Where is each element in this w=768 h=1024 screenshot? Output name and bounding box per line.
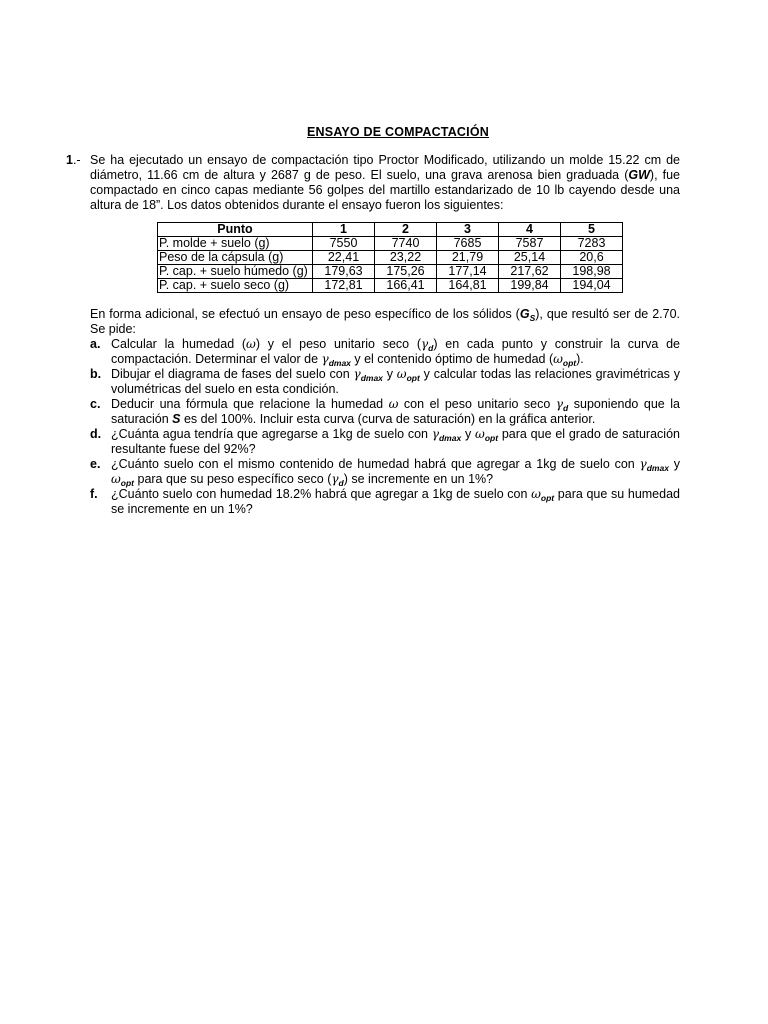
question-text: Calcular la humedad ( xyxy=(111,337,247,351)
gamma-symbol: γ xyxy=(353,367,361,381)
question-text: ). xyxy=(576,352,584,366)
question-text: ) en cada punto y construir la curva de compactación. Determinar el valor de xyxy=(111,337,680,366)
problem-number-suffix: .- xyxy=(72,153,81,167)
subscript-d: d xyxy=(428,343,434,353)
table-cell: 172,81 xyxy=(313,279,375,293)
statement-part-1: Se ha ejecutado un ensayo de compactación tipo Proctor Modificado, utilizando un molde 15.22 cm de diámetro, 11.66 cm de altura y 2687 g de peso. El suelo, una grava arenosa bien graduada ( xyxy=(90,153,680,182)
question-label: c. xyxy=(90,397,101,411)
question-text: para que su humedad se incremente en un 1%? xyxy=(111,487,680,516)
table-cell: 217,62 xyxy=(499,265,561,279)
table-header-cell: 4 xyxy=(499,223,561,237)
subscript-opt: opt xyxy=(120,478,135,488)
question-label: e. xyxy=(90,457,101,471)
table-cell: 21,79 xyxy=(437,251,499,265)
table-cell: 7685 xyxy=(437,237,499,251)
problem-number xyxy=(66,153,81,168)
conjunction: y xyxy=(668,457,680,471)
question-text: ) y el peso unitario seco ( xyxy=(255,337,421,351)
subscript-opt: opt xyxy=(540,493,555,503)
question-b xyxy=(90,367,680,397)
problem-1 xyxy=(66,153,680,213)
subscript-d: d xyxy=(338,478,344,488)
subscript-dmax: dmax xyxy=(438,433,462,443)
table-cell: 20,6 xyxy=(561,251,623,265)
table-header-cell: 2 xyxy=(375,223,437,237)
table-cell: 175,26 xyxy=(375,265,437,279)
specific-gravity-subscript: S xyxy=(529,313,536,323)
omega-symbol: ω xyxy=(111,472,121,486)
question-label: b. xyxy=(90,367,102,381)
table-cell: 177,14 xyxy=(437,265,499,279)
subscript-opt: opt xyxy=(562,358,577,368)
subscript-opt: opt xyxy=(484,433,499,443)
omega-symbol: ω xyxy=(553,352,563,366)
document-title: ENSAYO DE COMPACTACIÓN xyxy=(307,125,489,139)
table-cell: 164,81 xyxy=(437,279,499,293)
omega-symbol: ω xyxy=(388,397,399,411)
question-text: con el peso unitario seco xyxy=(398,397,556,411)
row-label: P. cap. + suelo seco (g) xyxy=(158,279,313,293)
problem-number-digit: 1 xyxy=(66,153,73,167)
gamma-symbol: γ xyxy=(321,352,329,366)
problem-statement xyxy=(90,153,680,213)
question-c xyxy=(90,397,680,427)
question-text: y el contenido óptimo de humedad ( xyxy=(350,352,554,366)
table-cell: 198,98 xyxy=(561,265,623,279)
table-cell: 25,14 xyxy=(499,251,561,265)
question-text: ¿Cuánta agua tendría que agregarse a 1kg de suelo con xyxy=(111,427,432,441)
table-header-cell: 5 xyxy=(561,223,623,237)
conjunction: y xyxy=(382,367,397,381)
row-label: P. cap. + suelo húmedo (g) xyxy=(158,265,313,279)
compaction-data-table xyxy=(157,222,623,293)
additional-text-1: En forma adicional, se efectuó un ensayo de peso específico de los sólidos ( xyxy=(90,307,520,321)
table-header-cell: Punto xyxy=(158,223,313,237)
table-cell: 7550 xyxy=(313,237,375,251)
row-label: Peso de la cápsula (g) xyxy=(158,251,313,265)
additional-text-2: ), que resultó ser de 2.70. Se pide: xyxy=(90,307,680,336)
table-cell: 166,41 xyxy=(375,279,437,293)
table-row xyxy=(158,251,623,265)
statement-part-2: ), fue compactado en cinco capas mediante 56 golpes del martillo estandarizado de 10 lb cayendo desde una altura de 18”. Los datos obtenidos durante el ensayo fueron los siguientes: xyxy=(90,168,680,212)
specific-gravity-symbol: G xyxy=(519,307,530,321)
omega-symbol: ω xyxy=(246,337,256,351)
table-row xyxy=(158,279,623,293)
table-row xyxy=(158,265,623,279)
omega-symbol: ω xyxy=(531,487,541,501)
question-text: para que su peso específico seco ( xyxy=(134,472,332,486)
question-text: y calcular todas las relaciones gravimétricas y volumétricas del suelo en esta condición. xyxy=(111,367,680,396)
question-e xyxy=(90,457,680,487)
question-list xyxy=(90,337,680,517)
gamma-symbol: γ xyxy=(421,337,429,351)
question-text: ) se incremente en un 1%? xyxy=(343,472,494,486)
question-text: ¿Cuánto suelo con el mismo contenido de humedad habrá que agregar a 1kg de suelo con xyxy=(111,457,640,471)
question-a xyxy=(90,337,680,367)
question-text: Deducir una fórmula que relacione la humedad xyxy=(111,397,389,411)
question-f xyxy=(90,487,680,517)
question-label: f. xyxy=(90,487,98,501)
soil-class-gw: GW xyxy=(628,168,650,182)
question-label: d. xyxy=(90,427,102,441)
question-text: Dibujar el diagrama de fases del suelo con xyxy=(111,367,354,381)
conjunction: y xyxy=(461,427,476,441)
table-cell: 7283 xyxy=(561,237,623,251)
table-cell: 7587 xyxy=(499,237,561,251)
table-cell: 23,22 xyxy=(375,251,437,265)
table-header-row xyxy=(158,223,623,237)
question-text: suponiendo que la saturación xyxy=(111,397,680,426)
table-row xyxy=(158,237,623,251)
subscript-dmax: dmax xyxy=(646,463,669,473)
gamma-symbol: γ xyxy=(331,472,339,486)
omega-symbol: ω xyxy=(396,367,407,381)
gamma-symbol: γ xyxy=(431,427,439,441)
omega-symbol: ω xyxy=(475,427,485,441)
gamma-symbol: γ xyxy=(639,457,647,471)
table-header-cell: 3 xyxy=(437,223,499,237)
subscript-opt: opt xyxy=(406,373,420,383)
saturation-symbol: S xyxy=(172,412,181,426)
table-cell: 22,41 xyxy=(313,251,375,265)
question-text: es del 100%. Incluir esta curva (curva de saturación) en la gráfica anterior. xyxy=(180,412,596,426)
table-cell: 194,04 xyxy=(561,279,623,293)
question-text: ¿Cuánto suelo con humedad 18.2% habrá que agregar a 1kg de suelo con xyxy=(111,487,532,501)
additional-paragraph xyxy=(90,307,680,337)
table-header-cell: 1 xyxy=(313,223,375,237)
question-text: para que el grado de saturación resultante fuese del 92%? xyxy=(111,427,680,456)
subscript-dmax: dmax xyxy=(360,373,383,383)
gamma-symbol: γ xyxy=(555,397,564,411)
table-cell: 179,63 xyxy=(313,265,375,279)
table-cell: 7740 xyxy=(375,237,437,251)
subscript-dmax: dmax xyxy=(328,358,351,368)
question-d xyxy=(90,427,680,457)
question-label: a. xyxy=(90,337,101,351)
table-cell: 199,84 xyxy=(499,279,561,293)
subscript-d: d xyxy=(563,403,569,413)
row-label: P. molde + suelo (g) xyxy=(158,237,313,251)
